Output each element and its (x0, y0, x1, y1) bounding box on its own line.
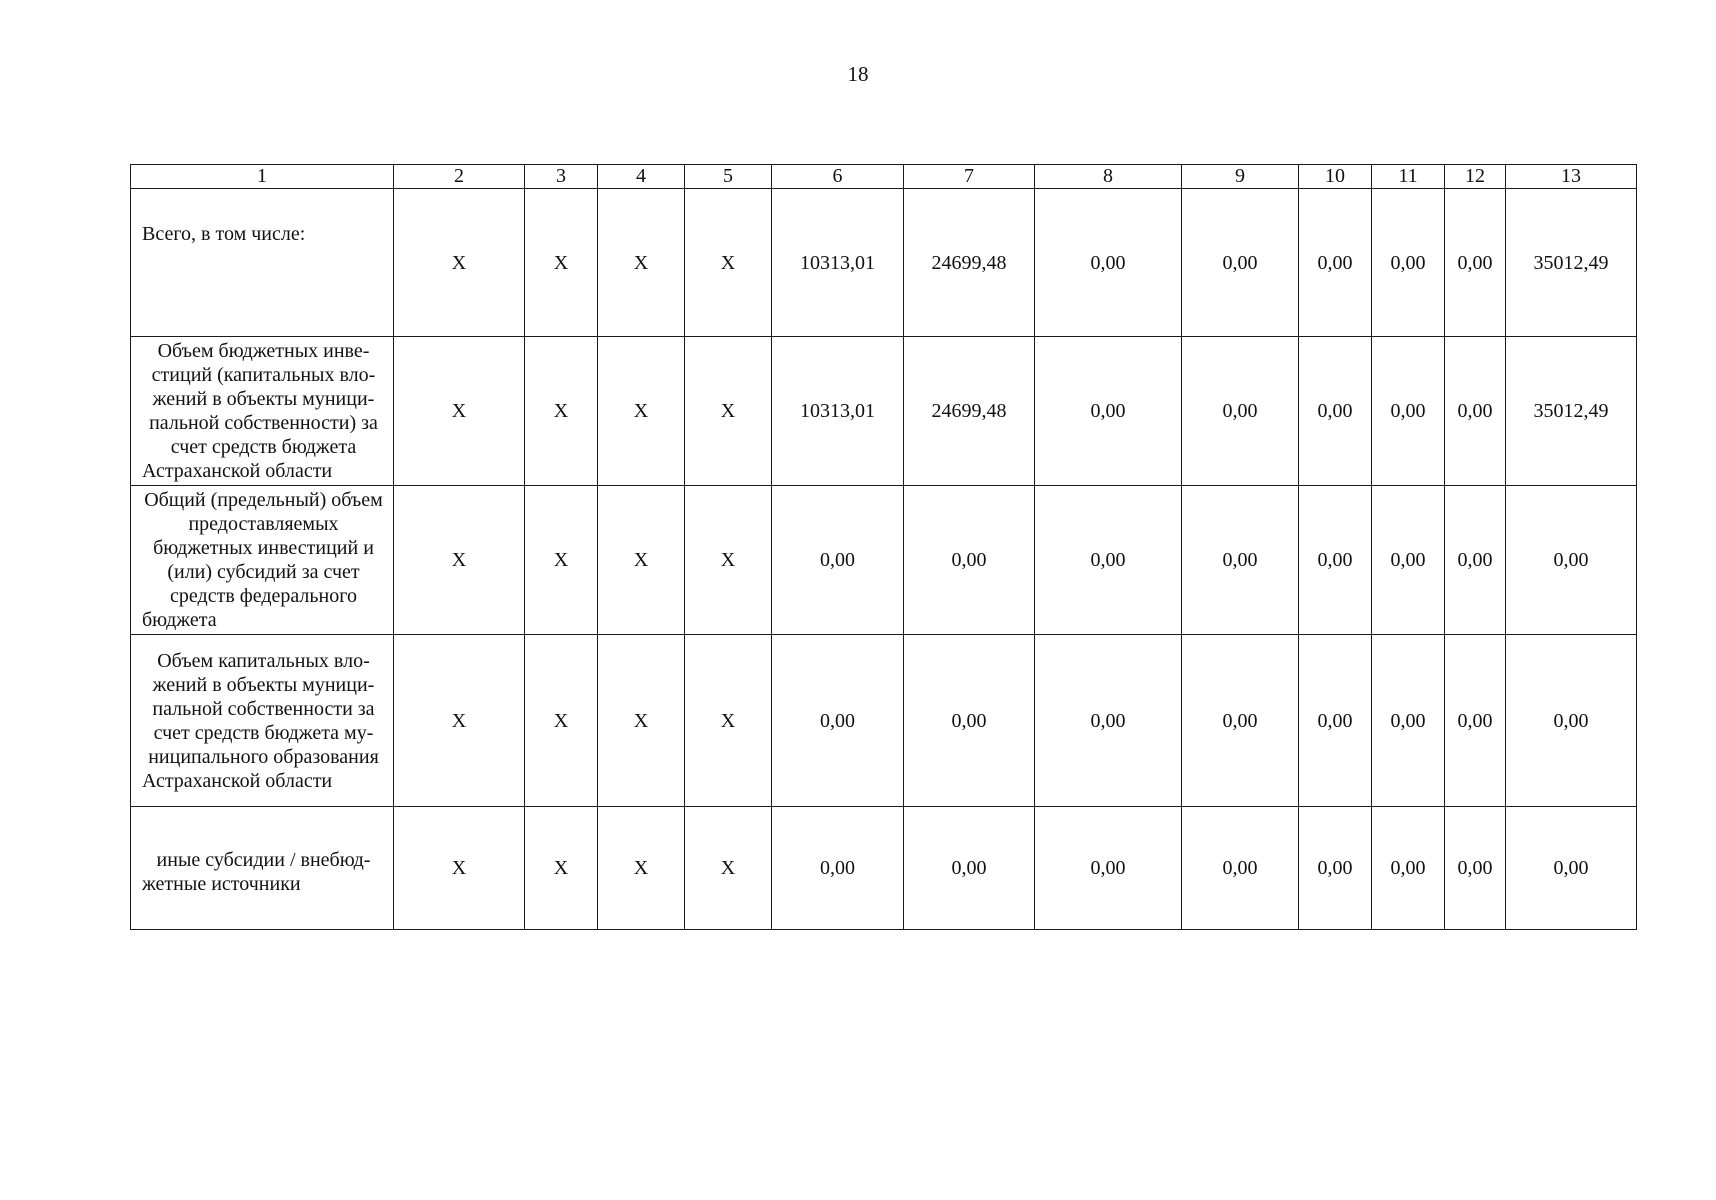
table-cell: X (685, 807, 772, 930)
column-number-row (131, 165, 1637, 189)
table-cell: 0,00 (904, 807, 1035, 930)
column-header: 7 (904, 165, 1035, 189)
table-cell: 0,00 (1506, 486, 1637, 635)
table-cell: 0,00 (1035, 486, 1182, 635)
table-cell: 0,00 (1372, 337, 1445, 486)
table-cell: 0,00 (1506, 635, 1637, 807)
table-cell: 0,00 (1182, 337, 1299, 486)
table-cell: 0,00 (1035, 189, 1182, 337)
column-header: 5 (685, 165, 772, 189)
table-cell: 0,00 (1182, 807, 1299, 930)
row-label: Объем бюджетных инвестиций (капитальных вложений в объекты муниципальной собственности) за счет средств бюджета Астраханской области (131, 337, 394, 486)
table-cell: 0,00 (1506, 807, 1637, 930)
table-cell: 10313,01 (772, 189, 904, 337)
table-cell: X (394, 635, 525, 807)
table-cell: 0,00 (1445, 486, 1506, 635)
table-cell: X (685, 635, 772, 807)
table-cell: 0,00 (1182, 635, 1299, 807)
table-row-federal-budget (131, 486, 1637, 635)
column-header: 4 (598, 165, 685, 189)
table-cell: 0,00 (1182, 189, 1299, 337)
table-cell: 0,00 (1182, 486, 1299, 635)
table-cell: 0,00 (1035, 807, 1182, 930)
table-cell: X (598, 486, 685, 635)
column-header: 6 (772, 165, 904, 189)
table-cell: X (394, 807, 525, 930)
row-label: Объем капитальных вложений в объекты муниципальной собственности за счет средств бюджета муниципального образования Астраханской области (131, 635, 394, 807)
table-cell: 0,00 (1445, 635, 1506, 807)
column-header: 8 (1035, 165, 1182, 189)
table-cell: 35012,49 (1506, 189, 1637, 337)
table-cell: 0,00 (772, 807, 904, 930)
table-cell: X (685, 486, 772, 635)
table-row-other-sources (131, 807, 1637, 930)
table-row-total (131, 189, 1637, 337)
row-label: иные субсидии / внебюджетные источники (131, 807, 394, 930)
table-cell: X (598, 189, 685, 337)
table-cell: 0,00 (1445, 807, 1506, 930)
column-header: 11 (1372, 165, 1445, 189)
budget-table (130, 164, 1637, 930)
column-header: 13 (1506, 165, 1637, 189)
table-cell: X (685, 189, 772, 337)
table-cell: X (525, 635, 598, 807)
table-cell: X (598, 635, 685, 807)
table-cell: X (394, 189, 525, 337)
table-cell: X (525, 189, 598, 337)
table-cell: 10313,01 (772, 337, 904, 486)
page-number: 18 (847, 62, 869, 86)
table-cell: 0,00 (1372, 189, 1445, 337)
table-cell: 0,00 (1372, 635, 1445, 807)
table-cell: 0,00 (1299, 337, 1372, 486)
table-cell: 24699,48 (904, 189, 1035, 337)
table-cell: 0,00 (1299, 807, 1372, 930)
table-cell: X (685, 337, 772, 486)
table-cell: 35012,49 (1506, 337, 1637, 486)
column-header: 1 (131, 165, 394, 189)
table-cell: X (394, 486, 525, 635)
table-cell: 0,00 (904, 635, 1035, 807)
column-header: 9 (1182, 165, 1299, 189)
table-cell: 0,00 (772, 635, 904, 807)
table-row-municipal-budget (131, 635, 1637, 807)
table-cell: 0,00 (1445, 189, 1506, 337)
column-header: 12 (1445, 165, 1506, 189)
table-cell: 0,00 (1372, 807, 1445, 930)
table-cell: 0,00 (1299, 635, 1372, 807)
column-header: 10 (1299, 165, 1372, 189)
table-cell: X (525, 486, 598, 635)
table-cell: 0,00 (1035, 337, 1182, 486)
column-header: 2 (394, 165, 525, 189)
table-cell: X (525, 807, 598, 930)
table-row-regional-budget (131, 337, 1637, 486)
table-cell: 0,00 (1035, 635, 1182, 807)
table-cell: 0,00 (1299, 486, 1372, 635)
table-cell: X (525, 337, 598, 486)
table-cell: 0,00 (1372, 486, 1445, 635)
table-cell: X (598, 337, 685, 486)
row-label: Общий (предельный) объем предоставляемых бюджетных инвестиций и (или) субсидий за счет средств федерального бюджета (131, 486, 394, 635)
table-cell: 0,00 (772, 486, 904, 635)
column-header: 3 (525, 165, 598, 189)
table-cell: 0,00 (1299, 189, 1372, 337)
table-cell: 0,00 (1445, 337, 1506, 486)
budget-table-container (130, 164, 1637, 930)
row-label: Всего, в том числе: (131, 189, 394, 337)
table-cell: 0,00 (904, 486, 1035, 635)
table-cell: 24699,48 (904, 337, 1035, 486)
table-cell: X (394, 337, 525, 486)
table-cell: X (598, 807, 685, 930)
